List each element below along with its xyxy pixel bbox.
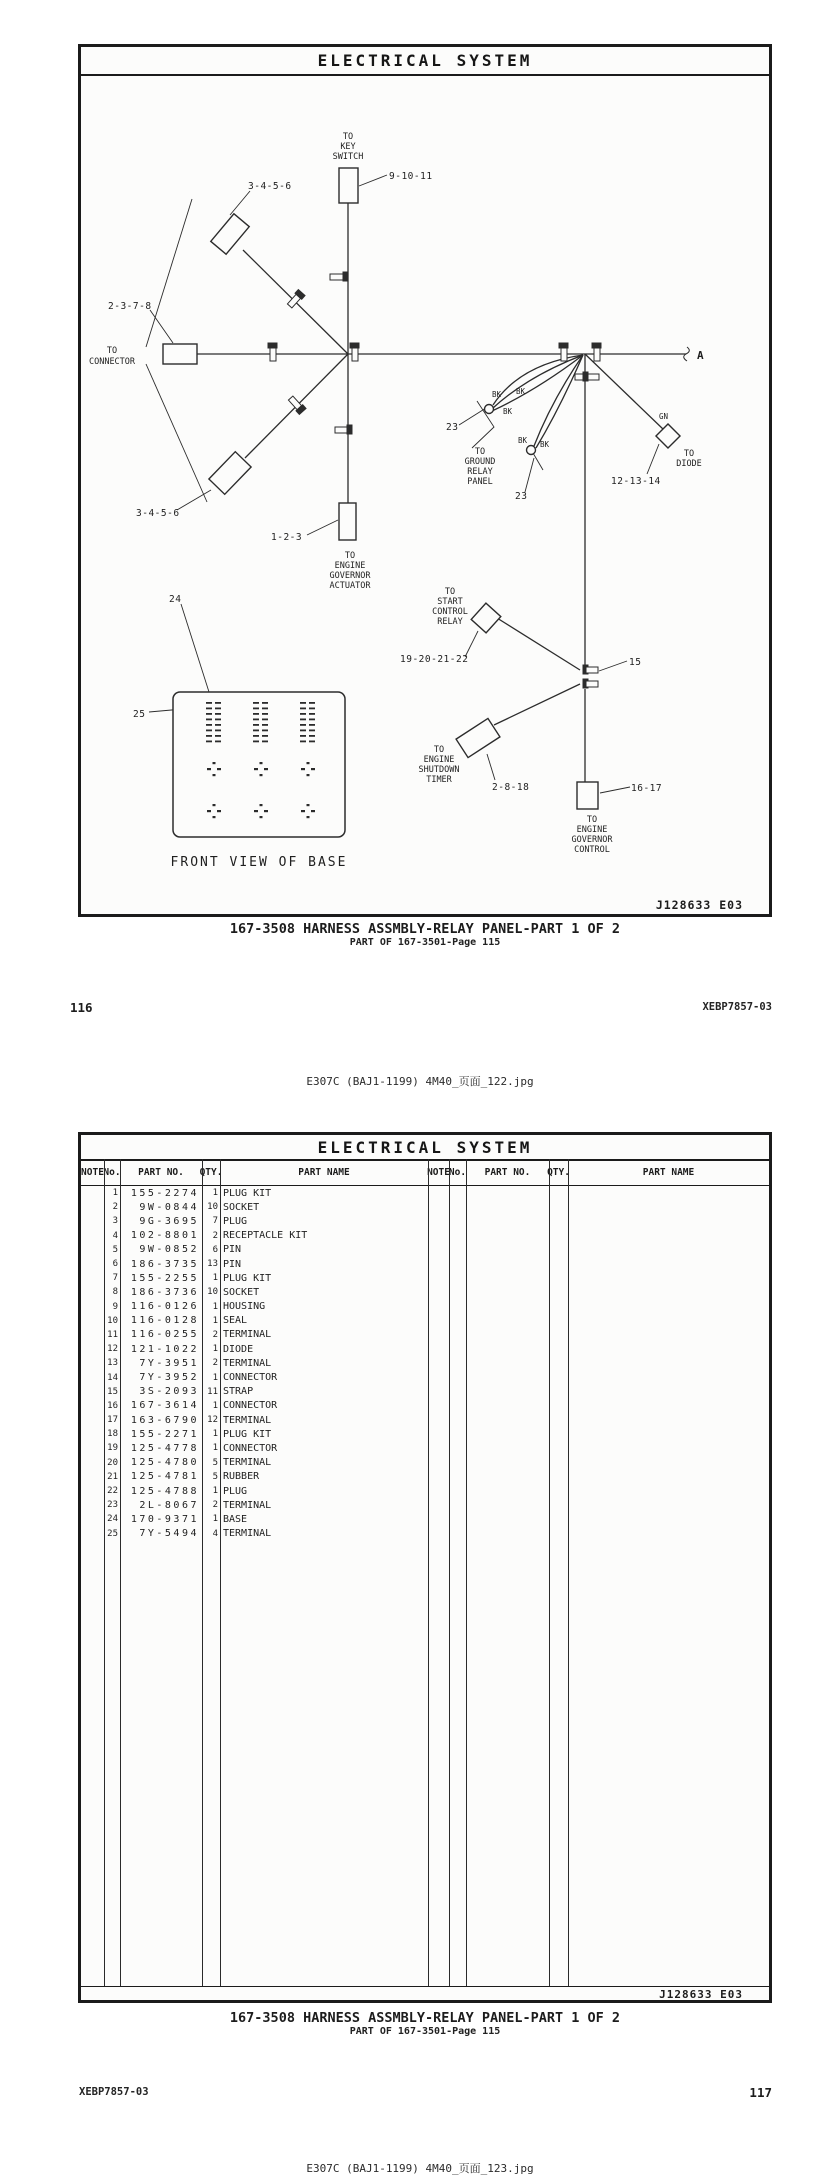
part-no-cell: 102-8801 xyxy=(130,1230,199,1242)
col-header-note-r: NOTE xyxy=(427,1167,450,1178)
qty-cell: 1 xyxy=(212,1301,218,1312)
table-row xyxy=(81,1356,769,1370)
no-cell: 13 xyxy=(107,1358,118,1369)
table-row xyxy=(81,1370,769,1384)
table-row xyxy=(81,1399,769,1413)
no-cell: 23 xyxy=(107,1500,118,1511)
part-no-cell: 155-2274 xyxy=(130,1187,199,1199)
front-view-of-base-caption: FRONT VIEW OF BASE xyxy=(170,855,348,870)
governor-actuator-connector xyxy=(339,503,356,540)
splice-icon xyxy=(330,272,348,281)
ref-9-10-11: 9-10-11 xyxy=(389,171,433,182)
part-name-cell: STRAP xyxy=(223,1386,254,1398)
to-key-switch-label: KEY xyxy=(340,142,356,152)
table-row xyxy=(81,1328,769,1342)
qty-cell: 1 xyxy=(212,1429,218,1440)
no-cell: 14 xyxy=(107,1372,118,1383)
no-cell: 2 xyxy=(112,1202,118,1213)
qty-cell: 1 xyxy=(212,1400,218,1411)
wire-color-bk: BK xyxy=(516,387,526,396)
no-cell: 8 xyxy=(112,1287,118,1298)
part-name-cell: PLUG xyxy=(223,1215,248,1227)
key-switch-connector xyxy=(339,168,358,203)
part-no-cell: 155-2271 xyxy=(130,1428,199,1440)
no-cell: 15 xyxy=(107,1386,118,1397)
wire-ground-1 xyxy=(493,355,583,405)
part-no-cell: 3S-2093 xyxy=(139,1386,199,1398)
splice-icon xyxy=(350,343,359,361)
part-no-cell: 116-0126 xyxy=(130,1301,199,1313)
table-row xyxy=(81,1342,769,1356)
page2-title: ELECTRICAL SYSTEM xyxy=(317,1137,533,1157)
ref-1-2-3: 1-2-3 xyxy=(271,532,303,543)
no-cell: 25 xyxy=(107,1528,118,1539)
part-no-cell: 7Y-5494 xyxy=(139,1528,199,1540)
table-row xyxy=(81,1271,769,1285)
qty-cell: 6 xyxy=(212,1244,218,1255)
wire-ground-3 xyxy=(492,355,583,411)
wiring-diagram xyxy=(81,76,769,914)
table-row xyxy=(81,1427,769,1441)
part-name-cell: RECEPTACLE KIT xyxy=(223,1230,308,1242)
part-name-cell: RUBBER xyxy=(223,1471,260,1483)
ref-2-8-18: 2-8-18 xyxy=(492,782,530,793)
wire-color-bk: BK xyxy=(492,390,502,399)
no-cell: 24 xyxy=(107,1514,118,1525)
col-header-part-name-r: PART NAME xyxy=(642,1167,695,1178)
wire-ground-4 xyxy=(534,355,583,446)
qty-cell: 1 xyxy=(212,1273,218,1284)
qty-cell: 2 xyxy=(212,1358,218,1369)
to-ground-relay-panel-label: PANEL xyxy=(467,477,493,487)
no-cell: 5 xyxy=(112,1244,118,1255)
table-row xyxy=(81,1413,769,1427)
qty-cell: 2 xyxy=(212,1329,218,1340)
table-row xyxy=(81,1470,769,1484)
col-header-qty: QTY. xyxy=(199,1167,223,1178)
part-name-cell: PLUG KIT xyxy=(223,1187,272,1199)
qty-cell: 10 xyxy=(207,1287,218,1298)
point-a-label: A xyxy=(697,349,704,362)
to-start-control-relay-label: CONTROL xyxy=(432,607,468,617)
drawing-number-page2: J128633 E03 xyxy=(659,1988,743,2001)
table-row xyxy=(81,1285,769,1299)
to-start-control-relay-label: RELAY xyxy=(437,617,463,627)
qty-cell: 5 xyxy=(212,1471,218,1482)
to-governor-actuator-label: ACTUATOR xyxy=(329,581,371,591)
qty-cell: 11 xyxy=(207,1386,218,1397)
no-cell: 1 xyxy=(112,1188,118,1199)
wire-ground-2 xyxy=(493,355,583,408)
part-no-cell: 125-4778 xyxy=(130,1442,199,1454)
part-no-cell: 125-4788 xyxy=(130,1485,199,1497)
table-row xyxy=(81,1527,769,1541)
part-name-cell: HOUSING xyxy=(223,1301,266,1313)
to-governor-control-label: TO xyxy=(586,815,598,825)
page1-number: 116 xyxy=(70,1000,93,1015)
qty-cell: 1 xyxy=(212,1315,218,1326)
part-no-cell: 116-0255 xyxy=(130,1329,199,1341)
part-name-cell: PIN xyxy=(223,1244,242,1256)
splice-icon xyxy=(583,679,598,688)
splice-symbols xyxy=(268,272,601,688)
part-no-cell: 2L-8067 xyxy=(139,1499,199,1511)
qty-cell: 2 xyxy=(212,1230,218,1241)
ref-19-20-21-22: 19-20-21-22 xyxy=(400,654,469,665)
to-start-control-relay-label: TO xyxy=(444,587,456,597)
splice-icon xyxy=(559,343,568,361)
part-name-cell: DIODE xyxy=(223,1343,254,1355)
part-no-cell: 155-2255 xyxy=(130,1272,199,1284)
ref-2-3-7-8: 2-3-7-8 xyxy=(108,301,152,312)
no-cell: 11 xyxy=(107,1329,118,1340)
upper-left-connector xyxy=(211,214,249,254)
wire-color-bk: BK xyxy=(503,407,513,416)
ground-point-1 xyxy=(485,405,494,414)
wire-to-diode xyxy=(585,354,664,430)
part-no-cell: 121-1022 xyxy=(130,1343,199,1355)
part-name-cell: SEAL xyxy=(223,1315,248,1327)
ref-3-4-5-6-bottom: 3-4-5-6 xyxy=(136,508,180,519)
page1-title: ELECTRICAL SYSTEM xyxy=(317,51,533,70)
shutdown-timer-connector xyxy=(456,718,500,757)
table-row xyxy=(81,1229,769,1243)
table-body-left-rows xyxy=(81,1186,769,1986)
qty-cell: 5 xyxy=(212,1457,218,1468)
ref-24: 24 xyxy=(169,594,182,605)
part-name-cell: PLUG xyxy=(223,1485,248,1497)
part-no-cell: 7Y-3952 xyxy=(139,1372,199,1384)
qty-cell: 4 xyxy=(212,1528,218,1539)
no-cell: 6 xyxy=(112,1259,118,1270)
part-name-cell: CONNECTOR xyxy=(223,1400,278,1412)
qty-cell: 1 xyxy=(212,1486,218,1497)
to-shutdown-timer-label: TIMER xyxy=(426,775,452,785)
qty-cell: 1 xyxy=(212,1372,218,1383)
ref-3-4-5-6-top: 3-4-5-6 xyxy=(248,181,292,192)
page1-title-band xyxy=(81,47,769,76)
lower-left-connector xyxy=(209,452,251,495)
part-no-cell: 125-4780 xyxy=(130,1457,199,1469)
part-name-cell: TERMINAL xyxy=(223,1329,272,1341)
qty-cell: 1 xyxy=(212,1188,218,1199)
page2-title-band xyxy=(81,1135,769,1161)
part-no-cell: 125-4781 xyxy=(130,1471,199,1483)
part-no-cell: 186-3736 xyxy=(130,1286,199,1298)
part-no-cell: 186-3735 xyxy=(130,1258,199,1270)
page2-number: 117 xyxy=(749,2085,772,2100)
part-name-cell: PIN xyxy=(223,1258,242,1270)
ref-23-first: 23 xyxy=(446,422,459,433)
part-name-cell: TERMINAL xyxy=(223,1499,272,1511)
ground-point-2 xyxy=(527,446,536,455)
no-cell: 20 xyxy=(107,1457,118,1468)
table-row xyxy=(81,1385,769,1399)
ref-12-13-14: 12-13-14 xyxy=(611,476,661,487)
part-name-cell: TERMINAL xyxy=(223,1528,272,1540)
no-cell: 7 xyxy=(112,1273,118,1284)
table-row xyxy=(81,1243,769,1257)
page1-doc-code: XEBP7857-03 xyxy=(702,1001,772,1013)
part-name-cell: BASE xyxy=(223,1513,248,1525)
part-no-cell: 170-9371 xyxy=(130,1513,199,1525)
wire-color-gn: GN xyxy=(658,412,668,421)
to-governor-actuator-label: GOVERNOR xyxy=(329,571,371,581)
wire-start-relay xyxy=(497,618,580,670)
page-117-parts-table xyxy=(78,1132,772,2003)
to-diode-label: DIODE xyxy=(676,459,702,469)
page2-doc-code: XEBP7857-03 xyxy=(79,2086,149,2098)
part-name-cell: PLUG KIT xyxy=(223,1428,272,1440)
ref-16-17: 16-17 xyxy=(631,783,663,794)
part-no-cell: 9G-3695 xyxy=(139,1215,199,1227)
to-governor-control-label: ENGINE xyxy=(576,825,608,835)
left-connector xyxy=(163,344,197,364)
col-header-part-no: PART NO. xyxy=(138,1167,184,1178)
wire-ground-5 xyxy=(536,355,583,448)
part-name-cell: TERMINAL xyxy=(223,1414,272,1426)
table-row xyxy=(81,1512,769,1526)
table-row xyxy=(81,1484,769,1498)
splice-icon xyxy=(335,425,352,434)
table-row xyxy=(81,1200,769,1214)
to-shutdown-timer-label: SHUTDOWN xyxy=(418,765,460,775)
front-view-of-base-panel xyxy=(173,692,345,837)
table-footer xyxy=(81,1986,769,2000)
table-row xyxy=(81,1214,769,1228)
qty-cell: 12 xyxy=(207,1415,218,1426)
part-name-cell: SOCKET xyxy=(223,1201,260,1213)
to-key-switch-label: SWITCH xyxy=(332,152,364,162)
qty-cell: 10 xyxy=(207,1202,218,1213)
ref-15: 15 xyxy=(629,657,642,668)
part-name-cell: CONNECTOR xyxy=(223,1372,278,1384)
part-name-cell: TERMINAL xyxy=(223,1357,272,1369)
no-cell: 17 xyxy=(107,1415,118,1426)
no-cell: 12 xyxy=(107,1344,118,1355)
splice-icon xyxy=(583,665,598,674)
drawing-number-page1: J128633 E03 xyxy=(655,898,743,912)
to-governor-actuator-label: ENGINE xyxy=(334,561,366,571)
page-116-diagram xyxy=(78,44,772,917)
part-no-cell: 9W-0844 xyxy=(139,1201,199,1213)
no-cell: 10 xyxy=(107,1315,118,1326)
to-governor-actuator-label: TO xyxy=(344,551,356,561)
splice-icon xyxy=(286,290,305,309)
to-key-switch-label: TO xyxy=(342,132,354,142)
to-start-control-relay-label: START xyxy=(437,597,463,607)
qty-cell: 2 xyxy=(212,1500,218,1511)
col-header-part-no-r: PART NO. xyxy=(484,1167,531,1178)
wire-color-bk: BK xyxy=(518,436,528,445)
qty-cell: 7 xyxy=(212,1216,218,1227)
page2-caption-title: 167-3508 HARNESS ASSMBLY-RELAY PANEL-PART 1 OF 2 xyxy=(229,2010,621,2026)
start-relay-connector xyxy=(471,603,501,633)
to-ground-relay-panel-label: TO xyxy=(474,447,486,457)
governor-control-connector xyxy=(577,782,598,809)
wire-shutdown-timer xyxy=(494,684,580,725)
no-cell: 9 xyxy=(112,1301,118,1312)
no-cell: 21 xyxy=(107,1471,118,1482)
no-cell: 16 xyxy=(107,1400,118,1411)
table-row xyxy=(81,1300,769,1314)
qty-cell: 1 xyxy=(212,1514,218,1525)
to-shutdown-timer-label: ENGINE xyxy=(423,755,455,765)
part-name-cell: PLUG KIT xyxy=(223,1272,272,1284)
to-governor-control-label: CONTROL xyxy=(574,845,610,855)
part-no-cell: 167-3614 xyxy=(130,1400,199,1412)
col-header-part-name: PART NAME xyxy=(298,1167,350,1178)
no-cell: 3 xyxy=(112,1216,118,1227)
col-header-qty-r: QTY. xyxy=(547,1167,570,1178)
part-name-cell: SOCKET xyxy=(223,1286,260,1298)
page1-caption-sub: PART OF 167-3501-Page 115 xyxy=(349,937,501,948)
part-name-cell: TERMINAL xyxy=(223,1457,272,1469)
qty-cell: 1 xyxy=(212,1344,218,1355)
page2-caption-sub: PART OF 167-3501-Page 115 xyxy=(349,2026,501,2037)
col-header-no: No. xyxy=(103,1167,121,1178)
to-diode-label: TO xyxy=(683,449,695,459)
table-row xyxy=(81,1314,769,1328)
table-row xyxy=(81,1498,769,1512)
wire-color-bk: BK xyxy=(540,440,550,449)
no-cell: 18 xyxy=(107,1429,118,1440)
col-header-note: NOTE xyxy=(81,1167,104,1178)
table-row xyxy=(81,1186,769,1200)
part-no-cell: 116-0128 xyxy=(130,1315,199,1327)
page1-caption-title: 167-3508 HARNESS ASSMBLY-RELAY PANEL-PART 1 OF 2 xyxy=(229,921,621,937)
col-header-no-r: No. xyxy=(448,1167,467,1178)
no-cell: 22 xyxy=(107,1486,118,1497)
no-cell: 4 xyxy=(112,1230,118,1241)
qty-cell: 1 xyxy=(212,1443,218,1454)
to-ground-relay-panel-label: GROUND xyxy=(464,457,496,467)
to-ground-relay-panel-label: RELAY xyxy=(467,467,493,477)
table-row xyxy=(81,1456,769,1470)
to-governor-control-label: GOVERNOR xyxy=(571,835,613,845)
to-shutdown-timer-label: TO xyxy=(433,745,445,755)
part-no-cell: 163-6790 xyxy=(130,1414,199,1426)
splice-icon xyxy=(268,343,277,361)
page2-filename: E307C (BAJ1-1199) 4M40_页面_123.jpg xyxy=(306,2162,534,2175)
part-no-cell: 7Y-3951 xyxy=(139,1357,199,1369)
no-cell: 19 xyxy=(107,1443,118,1454)
to-connector-label: TO xyxy=(106,346,118,356)
ref-25: 25 xyxy=(133,709,146,720)
diode-symbol xyxy=(656,424,680,448)
page1-filename: E307C (BAJ1-1199) 4M40_页面_122.jpg xyxy=(306,1075,534,1088)
to-connector-label: CONNECTOR xyxy=(88,357,136,367)
splice-icon xyxy=(575,372,599,381)
part-name-cell: CONNECTOR xyxy=(223,1442,278,1454)
ref-23-second: 23 xyxy=(515,491,528,502)
table-row xyxy=(81,1257,769,1271)
part-no-cell: 9W-0852 xyxy=(139,1244,199,1256)
splice-icon xyxy=(592,343,601,361)
table-row xyxy=(81,1441,769,1455)
qty-cell: 13 xyxy=(207,1259,218,1270)
